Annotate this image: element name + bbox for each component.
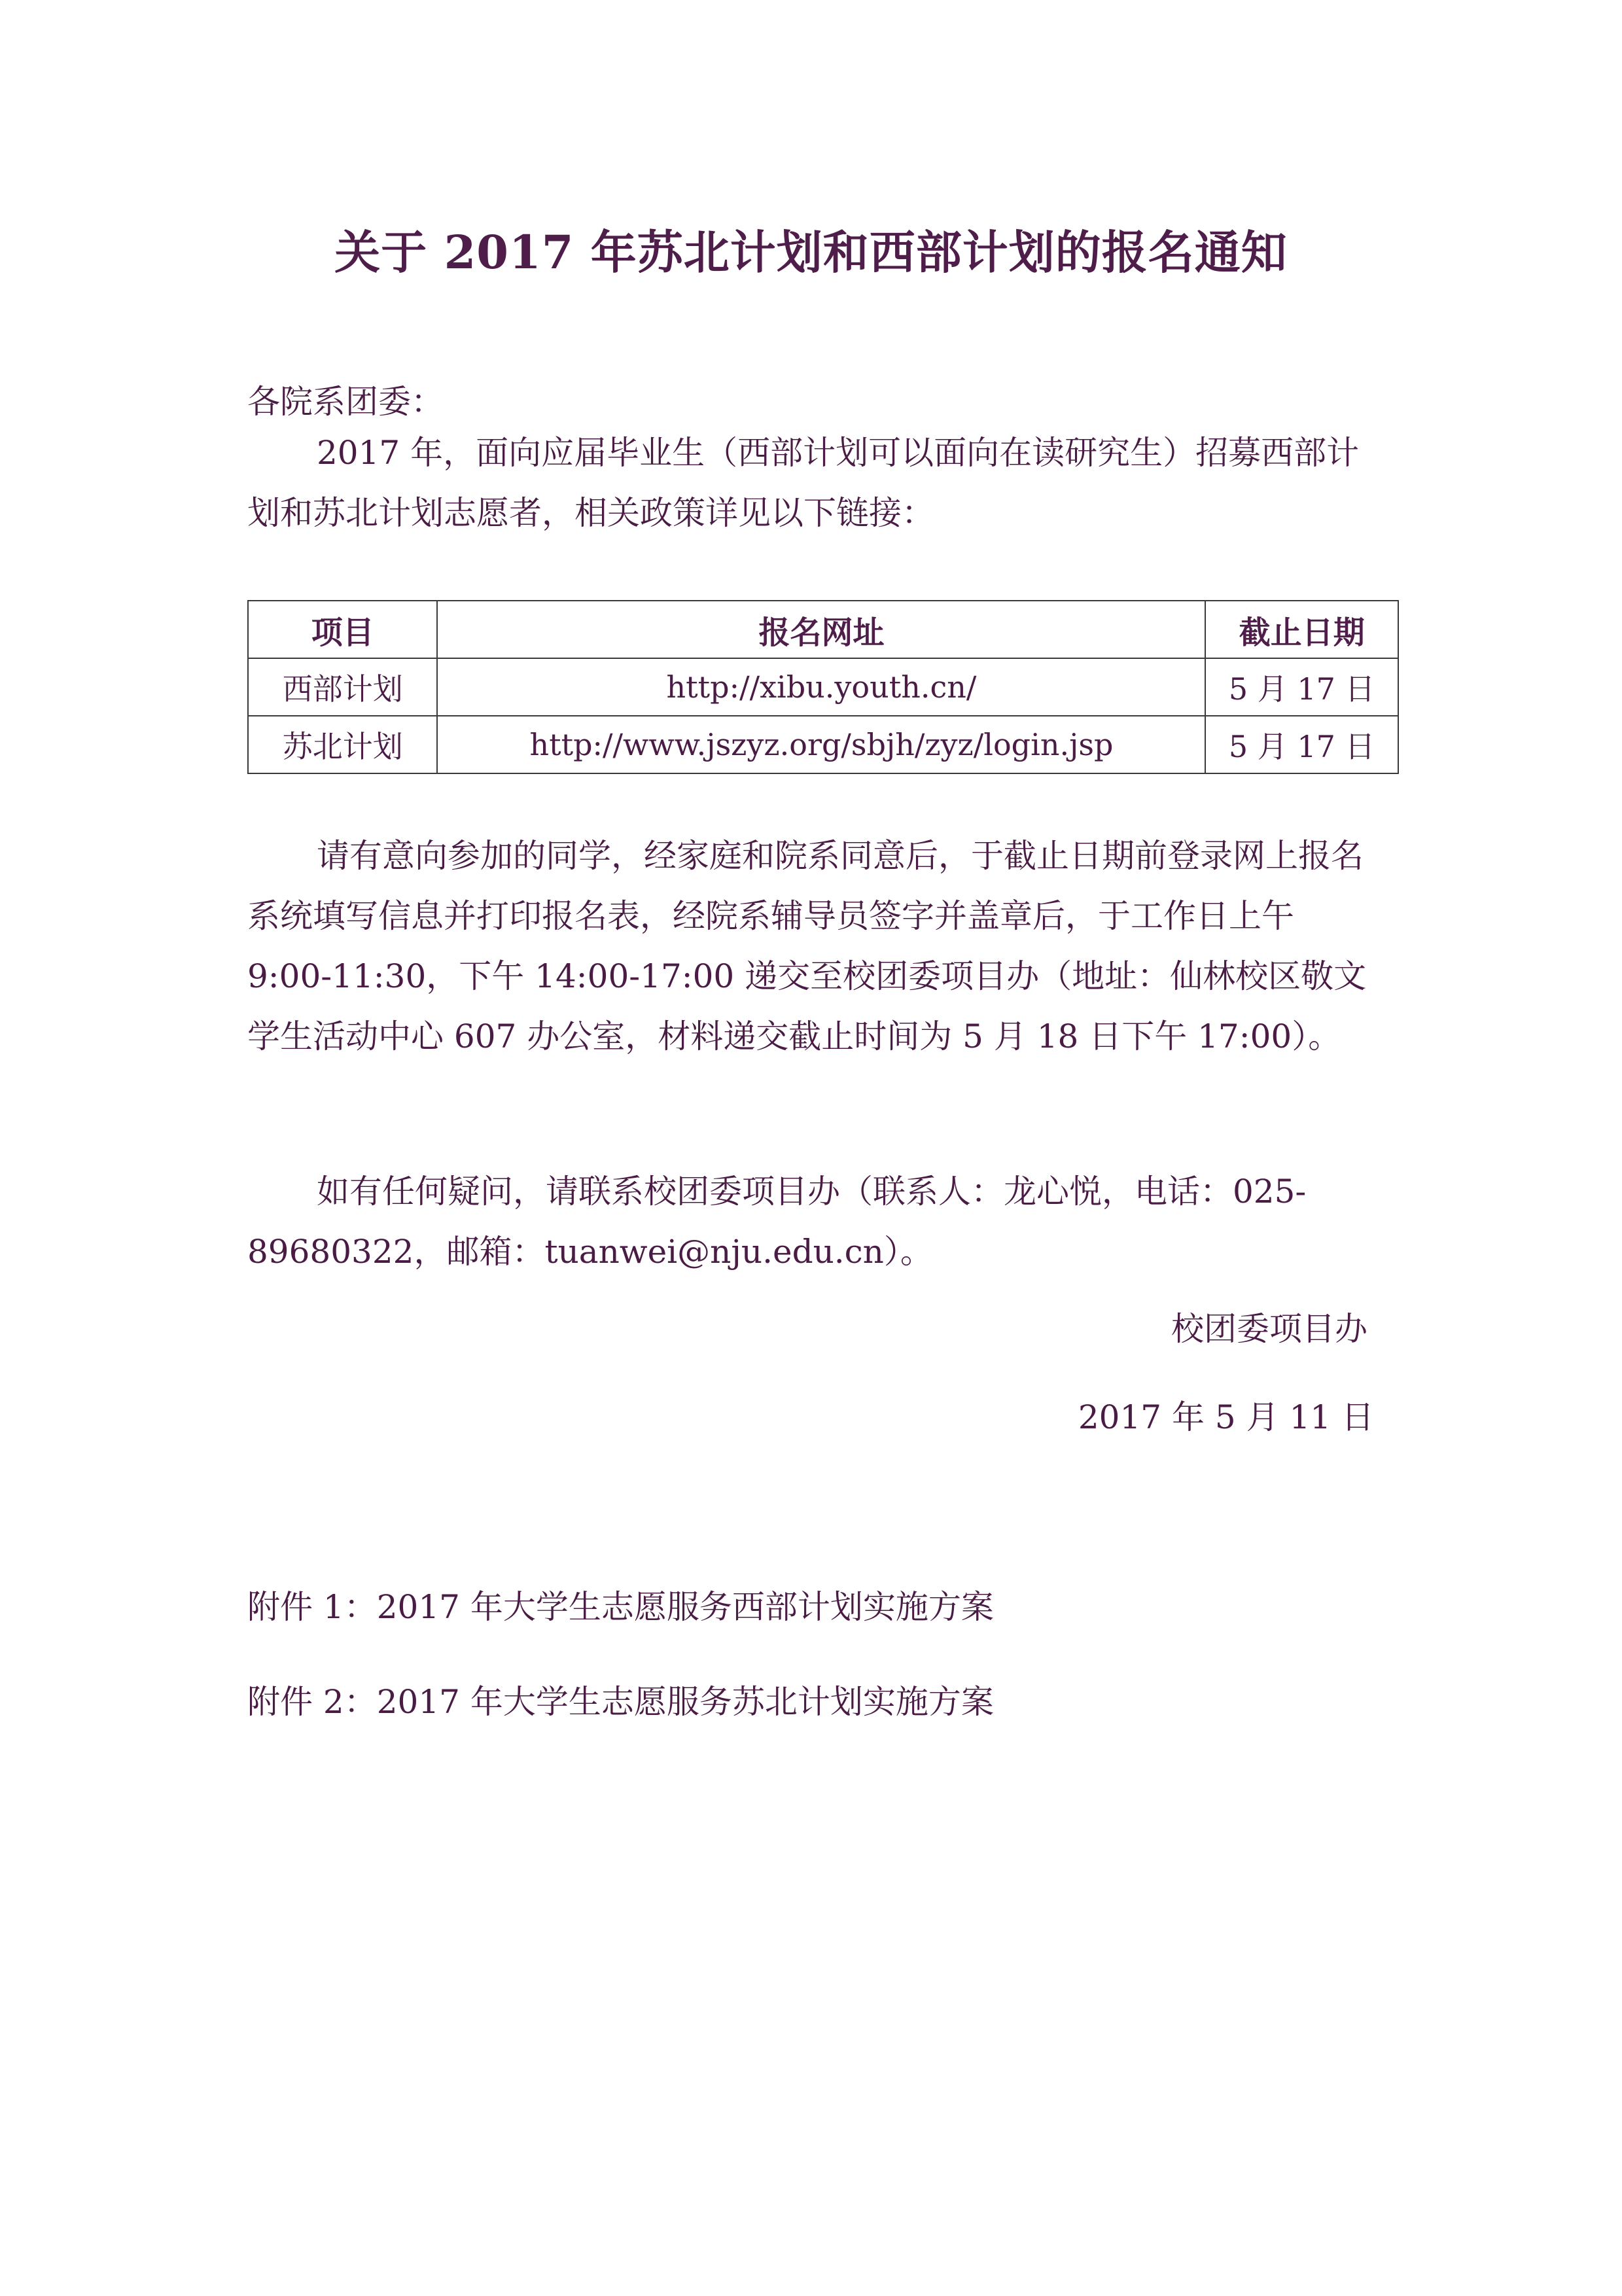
project-name: 苏北计划	[248, 716, 437, 773]
registration-table	[247, 600, 1399, 774]
salutation: 各院系团委：	[247, 383, 444, 421]
header-deadline: 截止日期	[1205, 601, 1398, 658]
table-header-row	[248, 601, 1398, 658]
table-row	[248, 658, 1398, 716]
header-url: 报名网址	[437, 601, 1205, 658]
header-project: 项目	[248, 601, 437, 658]
page-title: 关于 2017 年苏北计划和西部计划的报名通知	[334, 225, 1288, 279]
table-row	[248, 716, 1398, 773]
contact-paragraph: 如有任何疑问，请联系校团委项目办（联系人：龙心悦，电话：025-89680322，邮箱：tuanwei@nju.edu.cn）。	[247, 1173, 1307, 1271]
deadline: 5 月 17 日	[1205, 716, 1398, 773]
registration-link[interactable]: http://www.jszyz.org/sbjh/zyz/login.jsp	[437, 716, 1205, 773]
attachment-2[interactable]: 附件 2：2017 年大学生志愿服务苏北计划实施方案	[247, 1683, 994, 1721]
project-name: 西部计划	[248, 658, 437, 716]
signature-org: 校团委项目办	[1171, 1310, 1367, 1348]
intro-paragraph: 2017 年，面向应届毕业生（西部计划可以面向在读研究生）招募西部计划和苏北计划志愿者，相关政策详见以下链接：	[247, 434, 1360, 532]
signature-date: 2017 年 5 月 11 日	[1078, 1398, 1374, 1436]
attachment-1[interactable]: 附件 1：2017 年大学生志愿服务西部计划实施方案	[247, 1588, 994, 1626]
registration-link[interactable]: http://xibu.youth.cn/	[437, 658, 1205, 716]
instructions-paragraph: 请有意向参加的同学，经家庭和院系同意后，于截止日期前登录网上报名系统填写信息并打印报名表，经院系辅导员签字并盖章后，于工作日上午 9:00-11:30，下午 14:00-17:00 递交至校团委项目办（地址：仙林校区敬文学生活动中心 607 办公室，材料递交截止时间为 5 月 18 日下午 17:00）。	[247, 837, 1367, 1055]
deadline: 5 月 17 日	[1205, 658, 1398, 716]
